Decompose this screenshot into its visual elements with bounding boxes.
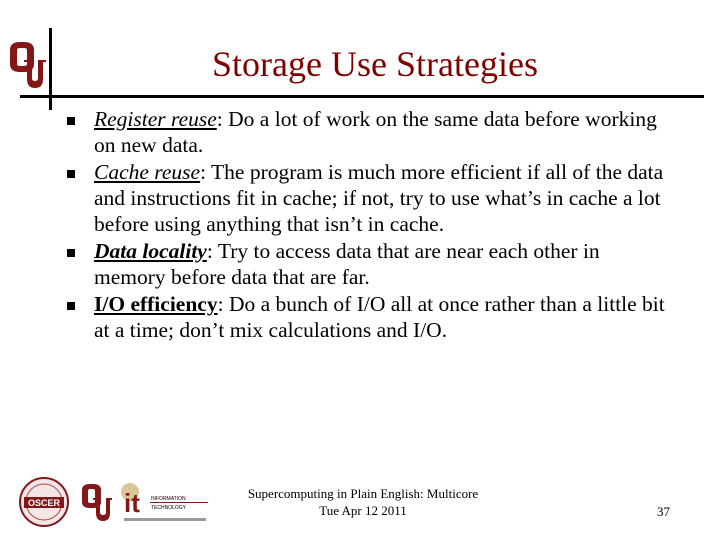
square-bullet-icon xyxy=(67,249,75,257)
bullet-text: : Do a bunch of I/O all at once rather than a little bit at a time; don’t mix calculations and I/O. xyxy=(94,292,665,342)
bullet-item-register-reuse xyxy=(64,106,674,158)
footer-line-1: Supercomputing in Plain English: Multicore xyxy=(247,486,479,501)
bullet-text: : Do a lot of work on the same data before working on new data. xyxy=(94,107,657,157)
ou-footer-logo xyxy=(82,484,112,521)
bullet-text: : Try to access data that are near each other in memory before data that are far. xyxy=(94,239,600,289)
header-horizontal-rule xyxy=(20,95,704,98)
bullet-item-cache-reuse xyxy=(64,159,674,237)
bullet-list xyxy=(64,106,674,344)
bullet-item-data-locality xyxy=(64,238,674,290)
square-bullet-icon xyxy=(67,302,75,310)
footer-caption xyxy=(228,485,498,519)
svg-text:it: it xyxy=(124,488,140,518)
ou-logo xyxy=(6,38,48,94)
bullet-text: : The program is much more efficient if all of the data and instructions fit in cache; if not, try to use what’s in cache a lot before using anything that isn’t in cache. xyxy=(94,160,664,236)
it-logo-line1: INFORMATION xyxy=(151,496,186,502)
bullet-term: Register reuse xyxy=(94,107,217,131)
footer-logos xyxy=(14,474,214,530)
square-bullet-icon xyxy=(67,170,75,178)
oscer-label: OSCER xyxy=(27,498,61,508)
bullet-term: Data locality xyxy=(94,239,207,263)
it-logo xyxy=(121,483,208,521)
it-logo-line2: TECHNOLOGY xyxy=(151,505,187,511)
oscer-logo xyxy=(20,478,68,526)
page-number: 37 xyxy=(657,504,670,519)
slide-title: Storage Use Strategies xyxy=(212,44,538,84)
bullet-item-io-efficiency xyxy=(64,291,674,343)
footer-line-2: Tue Apr 12 2011 xyxy=(319,503,407,518)
square-bullet-icon xyxy=(67,117,75,125)
bullet-term: Cache reuse xyxy=(94,160,201,184)
bullet-term: I/O efficiency xyxy=(94,292,218,316)
